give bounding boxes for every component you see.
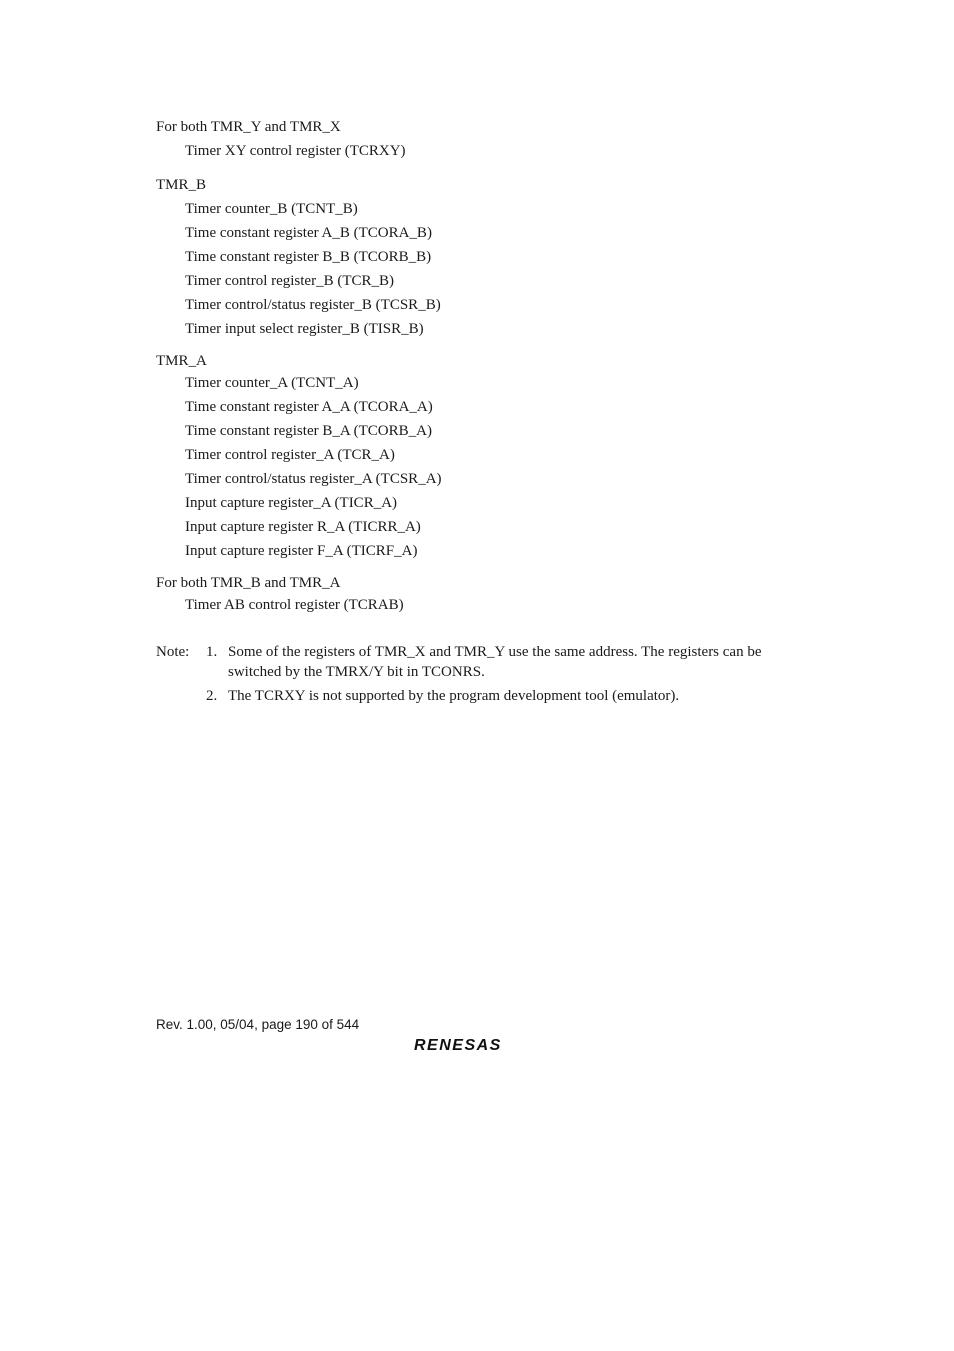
register-item: Time constant register B_A (TCORB_A) (185, 423, 432, 439)
register-item: Timer control register_A (TCR_A) (185, 447, 395, 463)
register-item: Input capture register R_A (TICRR_A) (185, 519, 421, 535)
register-group-tmr-a (156, 351, 796, 563)
register-group-tmr-b-a (156, 573, 796, 617)
note-entry (206, 686, 796, 706)
notes-section (156, 642, 796, 706)
group-heading: For both TMR_B and TMR_A (156, 575, 341, 591)
logo-wordmark: RENESAS (414, 1037, 502, 1054)
group-heading: TMR_B (156, 177, 207, 193)
note-text: The TCRXY is not supported by the program development tool (emulator). (228, 688, 680, 704)
register-item: Time constant register B_B (TCORB_B) (185, 249, 432, 265)
group-heading: For both TMR_Y and TMR_X (156, 119, 341, 135)
register-group-tmr-b (156, 175, 796, 341)
register-list (156, 117, 796, 627)
register-item: Input capture register F_A (TICRF_A) (185, 543, 418, 559)
note-entry (206, 642, 796, 682)
register-item: Timer AB control register (TCRAB) (185, 597, 404, 613)
register-item: Timer control/status register_B (TCSR_B) (185, 297, 441, 313)
note-text: Some of the registers of TMR_X and TMR_Y use the same address. The registers can be switched by the TMRX/Y bit in TCONRS. (228, 644, 762, 680)
register-item: Time constant register A_A (TCORA_A) (185, 399, 433, 415)
register-item: Timer counter_A (TCNT_A) (185, 375, 359, 391)
note-label: Note: (156, 644, 190, 660)
register-group-tmr-y-x (156, 117, 796, 165)
register-item: Input capture register_A (TICR_A) (185, 495, 398, 511)
note-number: 2. (206, 688, 218, 704)
note-number: 1. (206, 644, 218, 660)
group-heading: TMR_A (156, 353, 207, 369)
register-item: Timer control register_B (TCR_B) (185, 273, 395, 289)
register-item: Time constant register A_B (TCORA_B) (185, 225, 432, 241)
register-item: Timer counter_B (TCNT_B) (185, 201, 358, 217)
renesas-logo (414, 1036, 534, 1056)
page-footer: Rev. 1.00, 05/04, page 190 of 544 (156, 1017, 360, 1032)
register-item: Timer XY control register (TCRXY) (185, 143, 406, 159)
register-item: Timer control/status register_A (TCSR_A) (185, 471, 442, 487)
register-item: Timer input select register_B (TISR_B) (185, 321, 424, 337)
